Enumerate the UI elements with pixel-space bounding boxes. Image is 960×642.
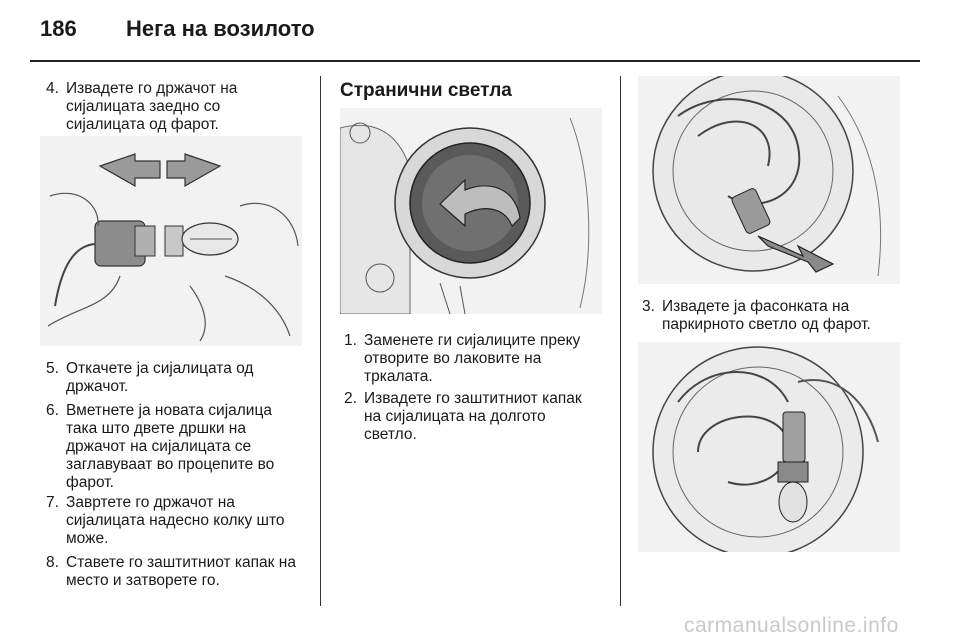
- step-text-line: Извадете го заштитниот капак: [364, 390, 582, 407]
- page-header: [40, 16, 920, 56]
- side-step-1: [344, 332, 614, 386]
- watermark: carmanualsonline.info: [684, 614, 899, 637]
- step-text-line: паркирното светло од фарот.: [662, 316, 871, 333]
- bulb-holder-illustration: [40, 136, 302, 346]
- step-text-line: држачот.: [66, 378, 129, 395]
- step-text-line: сијалицата заедно со: [66, 98, 221, 115]
- parking-light-figure-bottom: [638, 342, 900, 552]
- step-text-line: така што двете дршки на: [66, 420, 246, 437]
- step-text-line: Ставете го заштитниот капак на: [66, 554, 296, 571]
- step-number: 7.: [46, 494, 59, 511]
- parking-light-figure-top: [638, 76, 900, 284]
- column-divider-right: [620, 76, 621, 606]
- step-text-line: место и затворете го.: [66, 572, 220, 589]
- step-text-line: светло.: [364, 426, 417, 443]
- step-text-line: Извадете ја фасонката на: [662, 298, 850, 315]
- step-number: 2.: [344, 390, 357, 407]
- header-rule: [30, 60, 920, 62]
- step-text-line: може.: [66, 530, 109, 547]
- column-divider-left: [320, 76, 321, 606]
- page-number: 186: [40, 16, 77, 41]
- step-text-line: Извадете го држачот на: [66, 80, 238, 97]
- step-4: [46, 80, 316, 134]
- step-text-line: отворите во лаковите на: [364, 350, 542, 367]
- step-text-line: тркалата.: [364, 368, 433, 385]
- step-text-line: Вметнете ја новата сијалица: [66, 402, 272, 419]
- bulb-holder-figure: [40, 136, 302, 346]
- bulb-socket-removal-illustration: [638, 76, 900, 284]
- parking-bulb-illustration: [638, 342, 900, 552]
- step-number: 4.: [46, 80, 59, 97]
- step-text-line: Заменете ги сијалиците преку: [364, 332, 581, 349]
- step-text-line: сијалицата надесно колку што: [66, 512, 285, 529]
- step-8: [46, 554, 318, 590]
- step-5: [46, 360, 316, 396]
- parking-step-3: [642, 298, 922, 334]
- protective-cap-illustration: [340, 108, 602, 314]
- step-text-line: Откачете ја сијалицата од: [66, 360, 254, 377]
- side-light-figure: [340, 108, 602, 314]
- step-text-line: на сијалицата на долгото: [364, 408, 546, 425]
- step-number: 3.: [642, 298, 655, 315]
- step-text-line: сијалицата од фарот.: [66, 116, 219, 133]
- page-title: Нега на возилото: [126, 16, 315, 41]
- step-text-line: држачот на сијалицата се: [66, 438, 252, 455]
- step-text-line: Завртете го држачот на: [66, 494, 235, 511]
- step-7: [46, 494, 316, 548]
- side-step-2: [344, 390, 614, 444]
- step-number: 6.: [46, 402, 59, 419]
- section-title: Странични светла: [340, 80, 512, 101]
- step-6: [46, 402, 316, 492]
- step-number: 1.: [344, 332, 357, 349]
- step-number: 8.: [46, 554, 59, 571]
- step-text-line: заглавуваат во процепите во: [66, 456, 275, 473]
- step-text-line: фарот.: [66, 474, 114, 491]
- step-number: 5.: [46, 360, 59, 377]
